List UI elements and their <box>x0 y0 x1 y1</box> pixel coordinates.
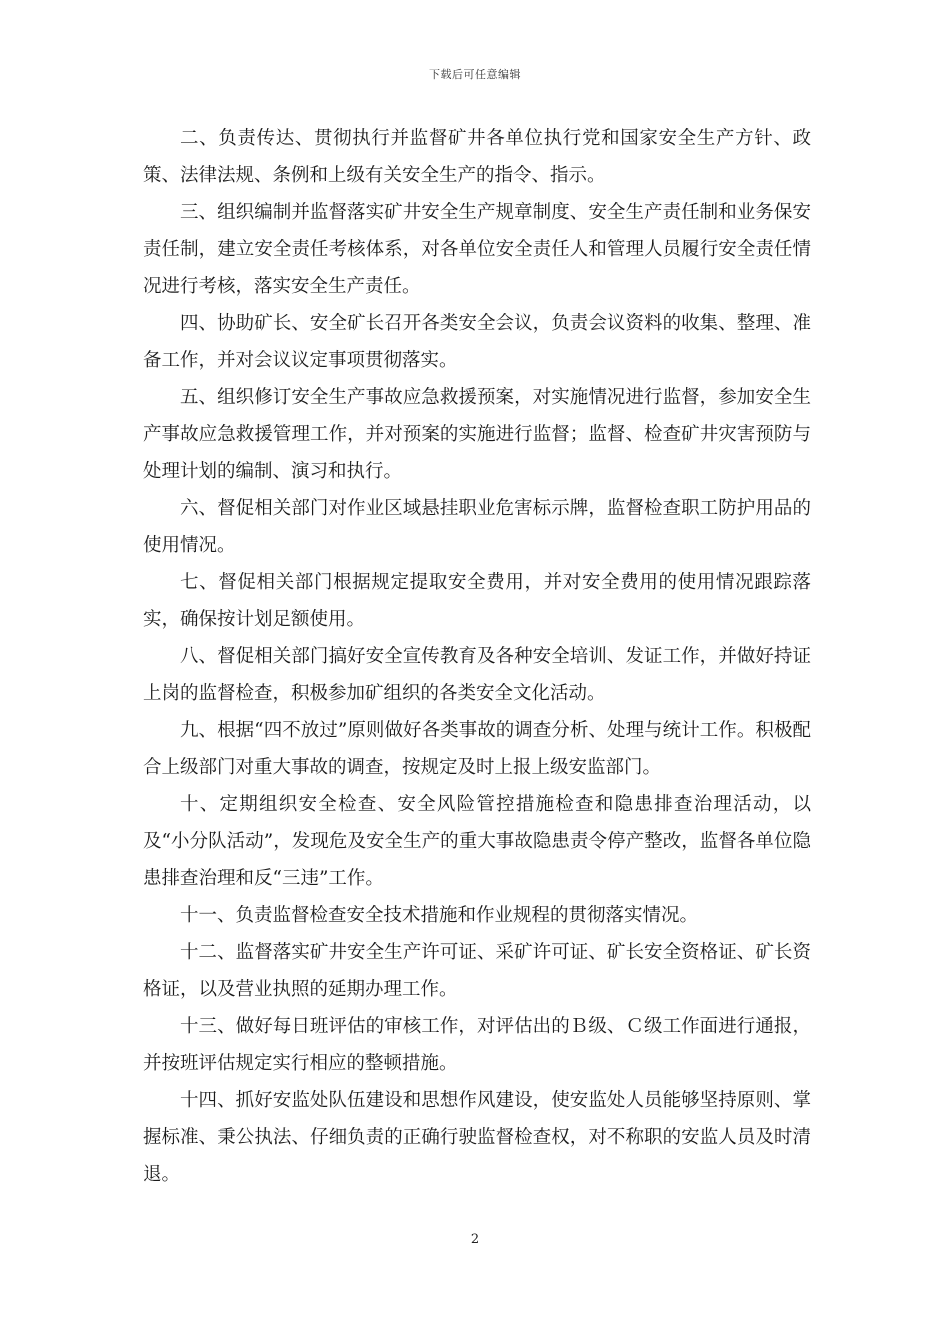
page-header: 下载后可任意编辑 <box>429 68 521 81</box>
paragraph-11: 十一、负责监督检查安全技术措施和作业规程的贯彻落实情况。 <box>180 905 699 926</box>
paragraph-10: 十、定期组织安全检查、安全风险管控措施检查和隐患排查治理活动，以及“小分队活动”，发现危及安全生产的重大事故隐患责令停产整改，监督各单位隐患排查治理和反“三违”工作。 <box>143 794 811 889</box>
paragraph-12: 十二、监督落实矿井安全生产许可证、采矿许可证、矿长安全资格证、矿长资格证，以及营业执照的延期办理工作。 <box>143 942 811 1000</box>
paragraph-3: 三、组织编制并监督落实矿井安全生产规章制度、安全生产责任制和业务保安责任制，建立安全责任考核体系，对各单位安全责任人和管理人员履行安全责任情况进行考核，落实安全生产责任。 <box>143 202 811 297</box>
paragraph-7: 七、督促相关部门根据规定提取安全费用，并对安全费用的使用情况跟踪落实，确保按计划足额使用。 <box>143 572 811 630</box>
paragraph-5: 五、组织修订安全生产事故应急救援预案，对实施情况进行监督，参加安全生产事故应急救援管理工作，并对预案的实施进行监督；监督、检查矿井灾害预防与处理计划的编制、演习和执行。 <box>143 387 811 482</box>
page-number: 2 <box>470 1232 480 1247</box>
paragraph-8: 八、督促相关部门搞好安全宣传教育及各种安全培训、发证工作，并做好持证上岗的监督检查，积极参加矿组织的各类安全文化活动。 <box>143 646 811 704</box>
paragraph-9: 九、根据“四不放过”原则做好各类事故的调查分析、处理与统计工作。积极配合上级部门对重大事故的调查，按规定及时上报上级安监部门。 <box>143 720 811 778</box>
paragraph-4: 四、协助矿长、安全矿长召开各类安全会议，负责会议资料的收集、整理、准备工作，并对会议议定事项贯彻落实。 <box>143 313 811 371</box>
document-body <box>143 120 811 1193</box>
paragraph-13: 十三、做好每日班评估的审核工作，对评估出的Ｂ级、Ｃ级工作面进行通报，并按班评估规定实行相应的整顿措施。 <box>143 1016 811 1074</box>
paragraph-14: 十四、抓好安监处队伍建设和思想作风建设，使安监处人员能够坚持原则、掌握标准、秉公执法、仔细负责的正确行驶监督检查权，对不称职的安监人员及时清退。 <box>143 1090 811 1185</box>
paragraph-2: 二、负责传达、贯彻执行并监督矿井各单位执行党和国家安全生产方针、政策、法律法规、条例和上级有关安全生产的指令、指示。 <box>143 128 811 186</box>
paragraph-6: 六、督促相关部门对作业区域悬挂职业危害标示牌，监督检查职工防护用品的使用情况。 <box>143 498 811 556</box>
